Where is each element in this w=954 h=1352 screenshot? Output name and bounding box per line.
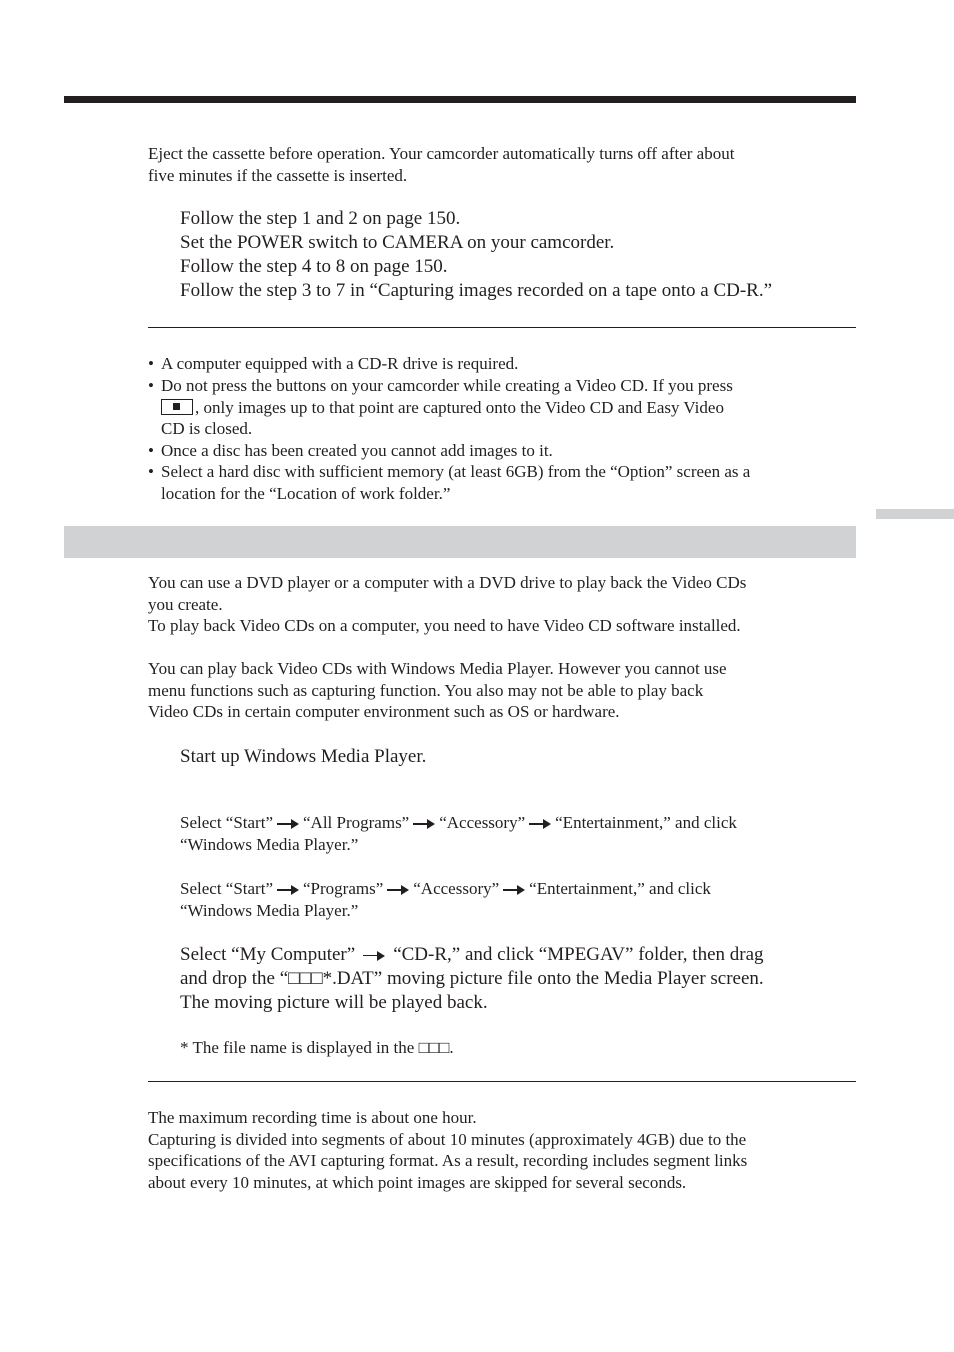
recording-note-rule — [148, 1081, 856, 1082]
steps-list — [180, 207, 772, 303]
arrow-right-icon — [363, 951, 385, 961]
step-item: Follow the step 1 and 2 on page 150. — [180, 208, 461, 229]
step-item: Set the POWER switch to CAMERA on your camcorder. — [180, 232, 615, 253]
section-heading-band — [64, 526, 856, 558]
footnote: * The file name is displayed in the □□□. — [180, 1038, 454, 1057]
arrow-right-icon — [413, 819, 435, 829]
intro-text: Eject the cassette before operation. Your camcorder automatically turns off after about five minutes if the cassette is inserted. — [148, 144, 735, 185]
step-start-wmp: Start up Windows Media Player. — [180, 746, 427, 767]
step-item: Follow the step 3 to 7 in “Capturing images recorded on a tape onto a CD-R.” — [180, 280, 773, 301]
arrow-right-icon — [387, 885, 409, 895]
stop-button-icon — [161, 399, 193, 415]
playback-intro: You can use a DVD player or a computer with a DVD drive to play back the Video CDs you create. To play back Video CDs on a computer, you need to have Video CD software installed. — [148, 573, 747, 636]
notes-rule — [148, 327, 856, 328]
step-select-file: Select “My Computer” “CD-R,” and click “MPEGAV” folder, then drag and drop the “□□□*.DAT” moving picture file onto the Media Player screen. The moving picture will be played back. — [180, 944, 764, 1013]
arrow-right-icon — [503, 885, 525, 895]
step-item: Follow the step 4 to 8 on page 150. — [180, 256, 448, 277]
arrow-right-icon — [529, 819, 551, 829]
arrow-right-icon — [277, 819, 299, 829]
other-os-menu-path: Select “Start” “Programs” “Accessory” “Entertainment,” and click “Windows Media Player.” — [180, 879, 711, 920]
wmp-note: You can play back Video CDs with Windows Media Player. However you cannot use menu functions such as capturing function. You also may not be able to play back Video CDs in certain computer environment such as OS or hardware. — [148, 659, 727, 722]
xp-menu-path: Select “Start” “All Programs” “Accessory” “Entertainment,” and click “Windows Media Player.” — [180, 813, 737, 854]
side-section-tab — [876, 509, 954, 519]
recording-note: The maximum recording time is about one hour. Capturing is divided into segments of about 10 minutes (approximately 4GB) due to the specifications of the AVI capturing format. As a result, recording includes segment links about every 10 minutes, at which point images are skipped for several seconds. — [148, 1108, 748, 1192]
top-heading-rule — [64, 96, 856, 103]
arrow-right-icon — [277, 885, 299, 895]
